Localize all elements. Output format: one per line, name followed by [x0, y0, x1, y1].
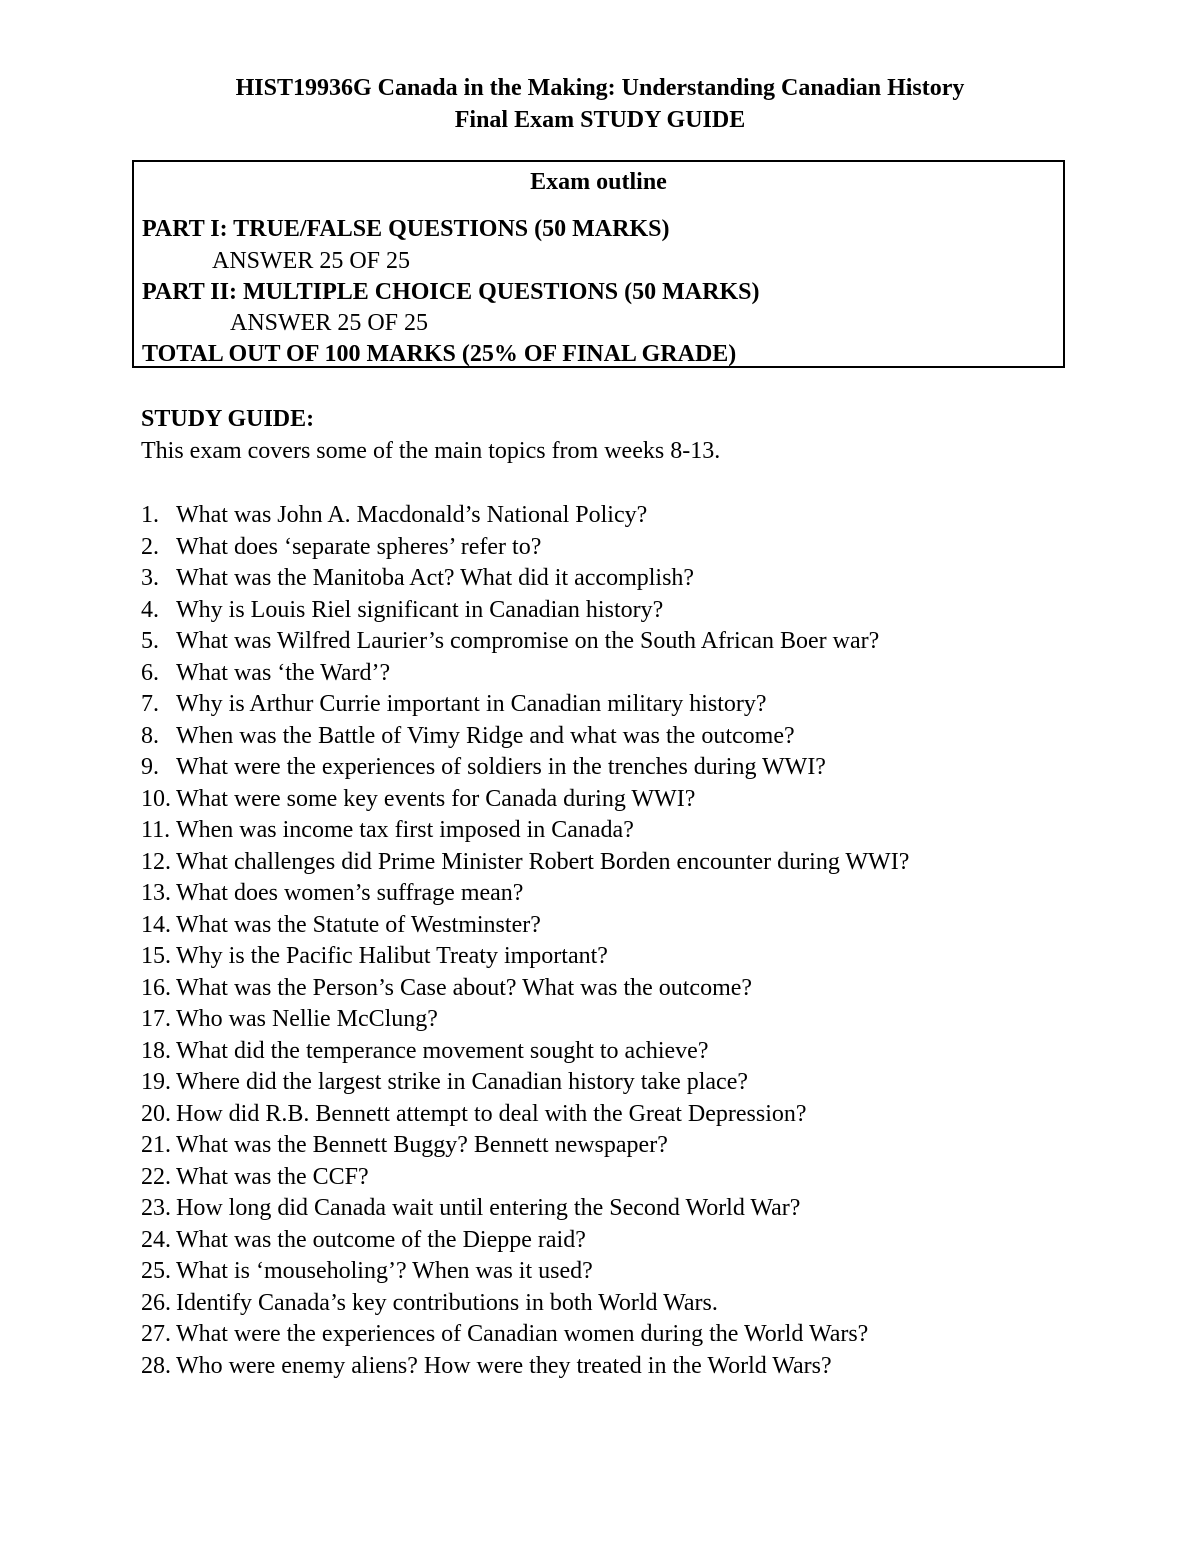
- list-item: [141, 846, 909, 878]
- question-text: What challenges did Prime Minister Robert Borden encounter during WWI?: [176, 848, 910, 875]
- list-item: [141, 1224, 909, 1256]
- question-text: What was the outcome of the Dieppe raid?: [176, 1226, 586, 1253]
- list-item: [141, 499, 909, 531]
- study-guide-intro: This exam covers some of the main topics from weeks 8-13.: [141, 438, 721, 464]
- study-guide-title: STUDY GUIDE:: [141, 406, 315, 432]
- question-text: What does women’s suffrage mean?: [176, 880, 524, 906]
- question-text: Why is Arthur Currie important in Canadian military history?: [176, 691, 767, 717]
- question-text: Why is Louis Riel significant in Canadian history?: [176, 596, 664, 623]
- question-number: 13.: [141, 880, 171, 906]
- question-number: 19.: [141, 1069, 171, 1095]
- list-item: [141, 1066, 909, 1098]
- list-item: [141, 909, 909, 941]
- question-text: What was the Statute of Westminster?: [176, 911, 541, 938]
- question-text: What is ‘mouseholing’? When was it used?: [176, 1258, 593, 1284]
- list-item: [141, 972, 909, 1004]
- question-number: 3.: [141, 565, 159, 591]
- list-item: [141, 877, 909, 909]
- question-text: How long did Canada wait until entering the Second World War?: [176, 1195, 801, 1221]
- question-number: 9.: [141, 754, 159, 780]
- question-number: 16.: [141, 974, 171, 1001]
- list-item: [141, 783, 909, 815]
- list-item: [141, 1287, 909, 1319]
- question-text: What were some key events for Canada during WWI?: [176, 785, 696, 812]
- question-number: 28.: [141, 1352, 171, 1379]
- question-number: 26.: [141, 1289, 171, 1316]
- question-text: What was the CCF?: [176, 1163, 369, 1190]
- list-item: [141, 720, 909, 752]
- question-text: When was the Battle of Vimy Ridge and what was the outcome?: [176, 722, 795, 749]
- course-title: HIST19936G Canada in the Making: Understanding Canadian History: [235, 75, 965, 101]
- question-text: What were the experiences of Canadian women during the World Wars?: [176, 1321, 869, 1347]
- question-number: 21.: [141, 1132, 171, 1158]
- question-text: What was the Manitoba Act? What did it accomplish?: [176, 565, 695, 591]
- question-number: 27.: [141, 1321, 171, 1347]
- list-item: [141, 1129, 909, 1161]
- exam-outline-title: Exam outline: [530, 169, 667, 195]
- question-text: What was the Person’s Case about? What was the outcome?: [176, 974, 753, 1001]
- question-number: 11.: [141, 817, 171, 843]
- part-2-answer: ANSWER 25 OF 25: [230, 310, 429, 336]
- question-number: 24.: [141, 1226, 171, 1253]
- part-1-heading: PART I: TRUE/FALSE QUESTIONS (50 MARKS): [142, 216, 670, 242]
- question-text: When was income tax first imposed in Canada?: [176, 817, 634, 843]
- question-number: 15.: [141, 943, 171, 969]
- question-list: [141, 499, 909, 1381]
- list-item: [141, 531, 909, 563]
- list-item: [141, 1255, 909, 1287]
- list-item: [141, 1035, 909, 1067]
- question-text: What was the Bennett Buggy? Bennett newspaper?: [176, 1132, 668, 1158]
- list-item: [141, 751, 909, 783]
- question-number: 1.: [141, 502, 159, 528]
- question-number: 7.: [141, 691, 159, 717]
- question-number: 25.: [141, 1258, 171, 1284]
- question-number: 23.: [141, 1195, 171, 1221]
- question-number: 8.: [141, 722, 159, 749]
- question-text: What was Wilfred Laurier’s compromise on the South African Boer war?: [176, 628, 880, 654]
- question-number: 18.: [141, 1037, 171, 1064]
- list-item: [141, 594, 909, 626]
- list-item: [141, 625, 909, 657]
- question-text: What was ‘the Ward’?: [176, 659, 391, 686]
- question-text: Identify Canada’s key contributions in both World Wars.: [176, 1289, 718, 1316]
- question-number: 10.: [141, 785, 171, 812]
- question-text: Where did the largest strike in Canadian history take place?: [176, 1069, 749, 1095]
- question-number: 2.: [141, 533, 159, 560]
- list-item: [141, 1192, 909, 1224]
- list-item: [141, 1161, 909, 1193]
- part-1-answer: ANSWER 25 OF 25: [212, 248, 411, 274]
- exam-outline-box: [132, 160, 1065, 368]
- list-item: [141, 562, 909, 594]
- list-item: [141, 1318, 909, 1350]
- list-item: [141, 657, 909, 689]
- question-number: 5.: [141, 628, 159, 654]
- question-number: 14.: [141, 911, 171, 938]
- question-number: 22.: [141, 1163, 171, 1190]
- question-text: Why is the Pacific Halibut Treaty important?: [176, 943, 608, 969]
- question-text: What were the experiences of soldiers in the trenches during WWI?: [176, 754, 826, 780]
- question-text: Who was Nellie McClung?: [176, 1006, 438, 1032]
- document-subtitle: Final Exam STUDY GUIDE: [454, 107, 746, 133]
- question-number: 6.: [141, 659, 159, 686]
- list-item: [141, 1003, 909, 1035]
- list-item: [141, 1350, 909, 1382]
- question-text: What was John A. Macdonald’s National Policy?: [176, 502, 648, 528]
- list-item: [141, 940, 909, 972]
- question-text: How did R.B. Bennett attempt to deal with the Great Depression?: [176, 1100, 807, 1127]
- list-item: [141, 814, 909, 846]
- question-number: 20.: [141, 1100, 171, 1127]
- total-marks: TOTAL OUT OF 100 MARKS (25% OF FINAL GRADE): [142, 341, 737, 367]
- question-text: What does ‘separate spheres’ refer to?: [176, 533, 542, 560]
- list-item: [141, 688, 909, 720]
- part-2-heading: PART II: MULTIPLE CHOICE QUESTIONS (50 MARKS): [142, 279, 760, 305]
- question-number: 4.: [141, 596, 159, 623]
- list-item: [141, 1098, 909, 1130]
- question-text: Who were enemy aliens? How were they treated in the World Wars?: [176, 1352, 832, 1379]
- question-text: What did the temperance movement sought to achieve?: [176, 1037, 709, 1064]
- question-number: 17.: [141, 1006, 171, 1032]
- question-number: 12.: [141, 848, 171, 875]
